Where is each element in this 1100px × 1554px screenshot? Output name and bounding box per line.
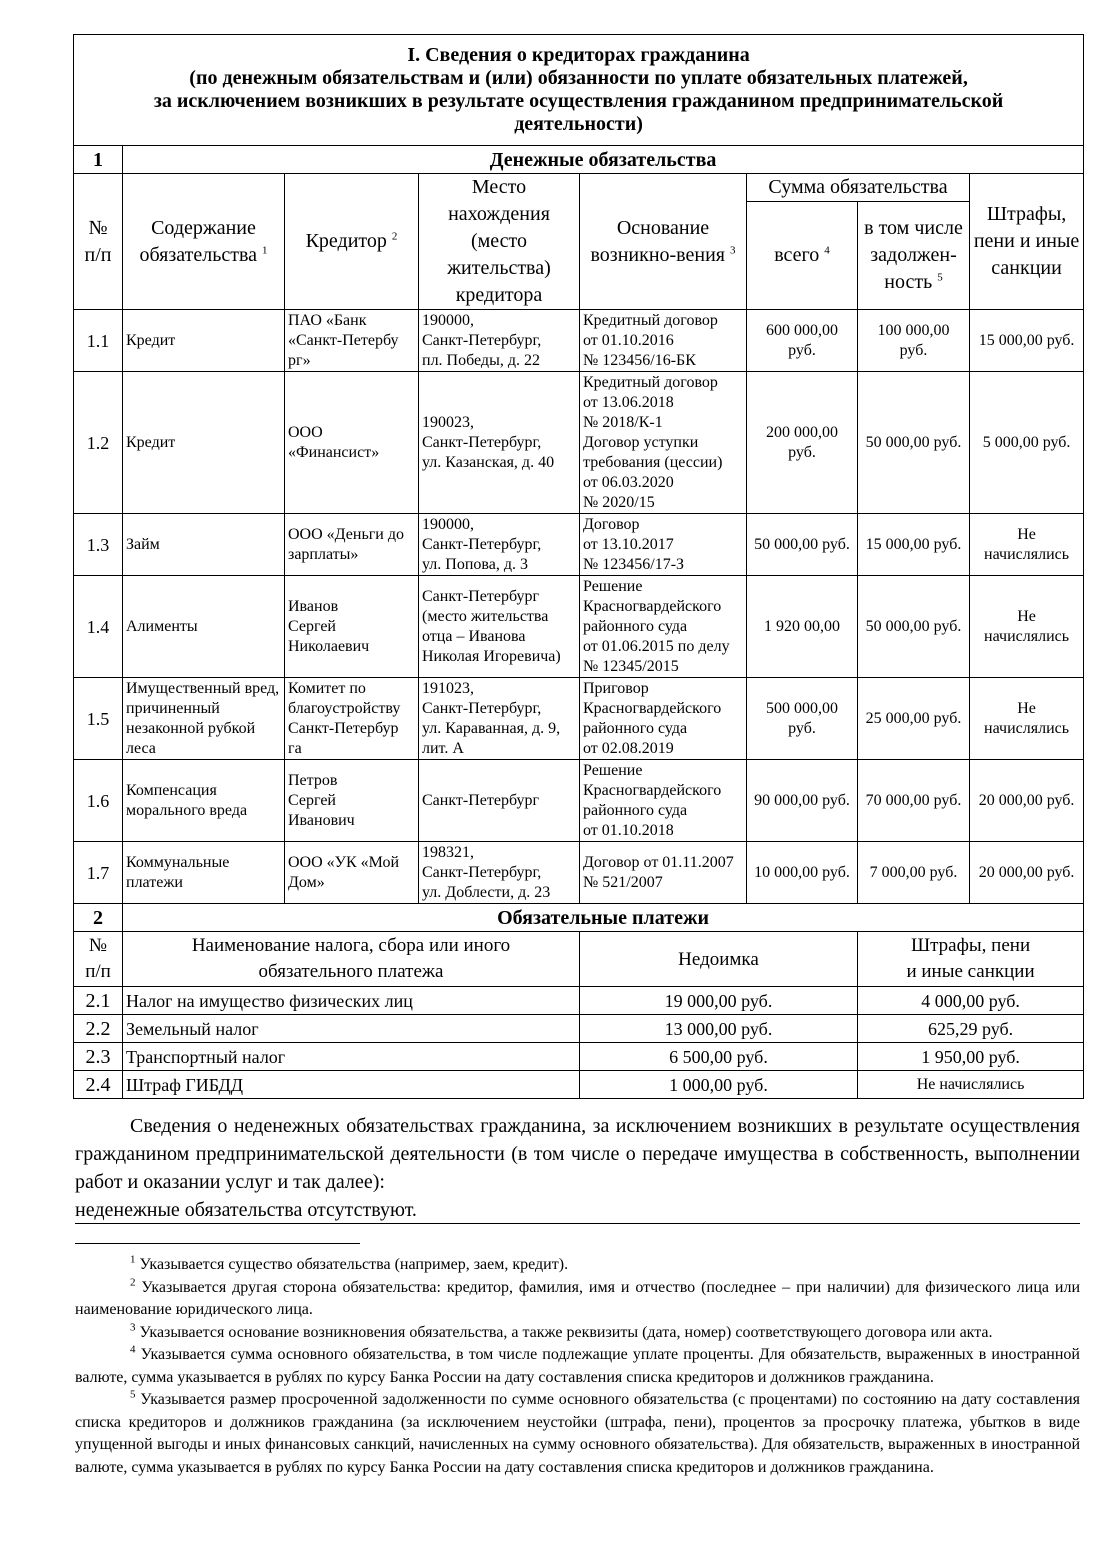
row-creditor: ООО «Деньги до зарплаты»	[285, 514, 419, 576]
row-content: Коммунальные платежи	[123, 842, 285, 904]
non-monetary-value: неденежные обязательства отсутствуют.	[75, 1199, 417, 1221]
non-monetary-text: Сведения о неденежных обязательствах гражданина, за исключением возникших в результате осуществления гражданином предпринимательской деятельности (в том числе о передаче имущества в собственность, выполнении работ и оказании услуг и так далее):	[75, 1115, 1080, 1193]
row2-name: Налог на имущество физических лиц	[123, 987, 580, 1015]
header-debt	[858, 202, 970, 310]
row-location: 190000, Санкт-Петербург, ул. Попова, д. 3	[419, 514, 580, 576]
row-num: 1.2	[74, 372, 123, 514]
section-divider	[75, 1223, 1080, 1224]
row-total: 200 000,00 руб.	[747, 372, 858, 514]
header-content	[123, 174, 285, 310]
footnotes	[75, 1254, 1080, 1479]
header2-name: Наименование налога, сбора или иного обязательного платежа	[123, 932, 580, 987]
row-content: Кредит	[123, 310, 285, 372]
row-total: 1 920 00,00	[747, 576, 858, 678]
table-row	[74, 678, 1084, 760]
row-num: 1.3	[74, 514, 123, 576]
row2-num: 2.3	[74, 1043, 123, 1071]
table-row	[74, 987, 1084, 1015]
footnote-item	[75, 1254, 1080, 1277]
row-location: 190023, Санкт-Петербург, ул. Казанская, д. 40	[419, 372, 580, 514]
row2-arrears: 13 000,00 руб.	[580, 1015, 858, 1043]
section-title-line: деятельности)	[514, 113, 643, 135]
header-basis-label: Основание возникно-вения	[590, 216, 725, 266]
row-content: Имущественный вред, причиненный незаконной рубкой леса	[123, 678, 285, 760]
footnote-mark: 1	[130, 1253, 136, 1266]
row-num: 1.4	[74, 576, 123, 678]
row2-name: Транспортный налог	[123, 1043, 580, 1071]
header-creditor	[285, 174, 419, 310]
header-basis	[580, 174, 747, 310]
row-location: Санкт-Петербург (место жительства отца – Иванова Николая Игоревича)	[419, 576, 580, 678]
footnote-ref-2: 2	[391, 230, 398, 243]
header-total-label: всего	[774, 244, 820, 266]
footnote-text: Указывается основание возникновения обязательства, а также реквизиты (дата, номер) соответствующего договора или акта.	[139, 1323, 993, 1341]
footnote-item	[75, 1277, 1080, 1322]
footnote-mark: 3	[130, 1321, 136, 1334]
footnote-text: Указывается другая сторона обязательства: кредитор, фамилия, имя и отчество (последнее – при наличии) для физического лица или наименование юридического лица.	[75, 1278, 1081, 1318]
footnote-mark: 2	[130, 1276, 136, 1289]
row-location: 198321, Санкт-Петербург, ул. Доблести, д. 23	[419, 842, 580, 904]
row-fines: 5 000,00 руб.	[970, 372, 1084, 514]
part2-title: Обязательные платежи	[123, 904, 1084, 932]
table-row	[74, 1071, 1084, 1099]
row2-num: 2.2	[74, 1015, 123, 1043]
footnote-ref-3: 3	[730, 243, 736, 256]
row-fines: 20 000,00 руб.	[970, 842, 1084, 904]
table-row	[74, 760, 1084, 842]
row-location: Санкт-Петербург	[419, 760, 580, 842]
row-num: 1.6	[74, 760, 123, 842]
header-location: Место нахождения (место жительства) кредитора	[419, 174, 580, 310]
row-fines: Не начислялись	[970, 678, 1084, 760]
header-content-label: Содержание обязательства	[139, 216, 258, 266]
row-fines: Не начислялись	[970, 514, 1084, 576]
header2-arrears: Недоимка	[580, 932, 858, 987]
table-row	[74, 310, 1084, 372]
part2-number: 2	[74, 904, 123, 932]
row-total: 90 000,00 руб.	[747, 760, 858, 842]
row2-fines: 625,29 руб.	[858, 1015, 1084, 1043]
row-total: 600 000,00 руб.	[747, 310, 858, 372]
table-row	[74, 514, 1084, 576]
row-num: 1.5	[74, 678, 123, 760]
row-content: Кредит	[123, 372, 285, 514]
footnote-text: Указывается размер просроченной задолженности по сумме основного обязательства (с процентами) по состоянию на дату составления списка кредиторов и должников гражданина (за исключением неустойки (штрафа, пени), процентов за просрочку платежа, убытков в виде упущенной выгоды и иных финансовых санкций, начисленных на сумму основного обязательства). Для обязательств, выраженных в иностранной валюте, сумма указывается в рублях по курсу Банка России на дату составления списка кредиторов и должников гражданина.	[75, 1391, 1081, 1476]
row2-arrears: 1 000,00 руб.	[580, 1071, 858, 1099]
row-fines: Не начислялись	[970, 576, 1084, 678]
row-total: 50 000,00 руб.	[747, 514, 858, 576]
footnote-item	[75, 1322, 1080, 1345]
header-sum: Сумма обязательства	[747, 174, 970, 202]
row2-arrears: 6 500,00 руб.	[580, 1043, 858, 1071]
footnote-item	[75, 1344, 1080, 1389]
row-debt: 50 000,00 руб.	[858, 576, 970, 678]
row-basis: Решение Красногвардейского районного суда от 01.10.2018	[580, 760, 747, 842]
row-debt: 7 000,00 руб.	[858, 842, 970, 904]
row-fines: 15 000,00 руб.	[970, 310, 1084, 372]
row-num: 1.1	[74, 310, 123, 372]
header-fines: Штрафы, пени и иные санкции	[970, 174, 1084, 310]
row-creditor: ПАО «Банк «Санкт-Петербу рг»	[285, 310, 419, 372]
header-total	[747, 202, 858, 310]
part1-title: Денежные обязательства	[123, 146, 1084, 174]
section-title	[74, 35, 1084, 146]
row-content: Компенсация морального вреда	[123, 760, 285, 842]
row-debt: 25 000,00 руб.	[858, 678, 970, 760]
footnote-ref-1: 1	[262, 243, 268, 256]
row-basis: Договор от 13.10.2017 № 123456/17-З	[580, 514, 747, 576]
row-total: 500 000,00 руб.	[747, 678, 858, 760]
section-title-line: (по денежным обязательствам и (или) обязанности по уплате обязательных платежей,	[189, 67, 968, 89]
header-num: № п/п	[74, 174, 123, 310]
part1-number: 1	[74, 146, 123, 174]
header-creditor-label: Кредитор	[305, 230, 387, 252]
section-title-line: за исключением возникших в результате осуществления гражданином предпринимательской	[153, 90, 1004, 112]
row-creditor: Комитет по благоустройству Санкт-Петербур га	[285, 678, 419, 760]
row2-num: 2.1	[74, 987, 123, 1015]
row-creditor: ООО «Финансист»	[285, 372, 419, 514]
row-content: Алименты	[123, 576, 285, 678]
row-content: Займ	[123, 514, 285, 576]
section-title-line: I. Сведения о кредиторах гражданина	[407, 44, 750, 66]
footnote-text: Указывается сумма основного обязательства, в том числе подлежащие уплате проценты. Для обязательств, выраженных в иностранной валюте, сумма указывается в рублях по курсу Банка России на дату составления списка кредиторов и должников гражданина.	[75, 1346, 1080, 1386]
row-basis: Кредитный договор от 01.10.2016 № 123456/16-БК	[580, 310, 747, 372]
table-row	[74, 842, 1084, 904]
header-debt-label: в том числе задолжен-ность	[864, 217, 963, 293]
row-debt: 100 000,00 руб.	[858, 310, 970, 372]
row2-fines: Не начислялись	[858, 1071, 1084, 1099]
footnote-ref-4: 4	[824, 244, 830, 257]
row2-name: Штраф ГИБДД	[123, 1071, 580, 1099]
footnote-separator	[75, 1243, 360, 1244]
table-row	[74, 1043, 1084, 1071]
row-basis: Договор от 01.11.2007 № 521/2007	[580, 842, 747, 904]
table-row	[74, 576, 1084, 678]
header2-num: № п/п	[74, 932, 123, 987]
footnote-item	[75, 1389, 1080, 1479]
header2-fines: Штрафы, пени и иные санкции	[858, 932, 1084, 987]
row-location: 191023, Санкт-Петербург, ул. Караванная, д. 9, лит. А	[419, 678, 580, 760]
row-fines: 20 000,00 руб.	[970, 760, 1084, 842]
row-basis: Решение Красногвардейского районного суда от 01.06.2015 по делу № 12345/2015	[580, 576, 747, 678]
row-total: 10 000,00 руб.	[747, 842, 858, 904]
row2-fines: 1 950,00 руб.	[858, 1043, 1084, 1071]
row2-num: 2.4	[74, 1071, 123, 1099]
row-basis: Приговор Красногвардейского районного суда от 02.08.2019	[580, 678, 747, 760]
row-num: 1.7	[74, 842, 123, 904]
creditors-table	[73, 34, 1084, 1099]
footnote-text: Указывается существо обязательства (например, заем, кредит).	[139, 1256, 569, 1273]
footnote-ref-5: 5	[937, 271, 943, 284]
row-debt: 50 000,00 руб.	[858, 372, 970, 514]
row2-name: Земельный налог	[123, 1015, 580, 1043]
non-monetary-section	[75, 1112, 1080, 1224]
row-debt: 70 000,00 руб.	[858, 760, 970, 842]
row2-arrears: 19 000,00 руб.	[580, 987, 858, 1015]
row-creditor: ООО «УК «Мой Дом»	[285, 842, 419, 904]
footnote-mark: 4	[130, 1343, 136, 1356]
row2-fines: 4 000,00 руб.	[858, 987, 1084, 1015]
table-row	[74, 1015, 1084, 1043]
table-row	[74, 372, 1084, 514]
row-creditor: Иванов Сергей Николаевич	[285, 576, 419, 678]
footnote-mark: 5	[130, 1388, 136, 1401]
row-creditor: Петров Сергей Иванович	[285, 760, 419, 842]
row-location: 190000, Санкт-Петербург, пл. Победы, д. 22	[419, 310, 580, 372]
row-basis: Кредитный договор от 13.06.2018 № 2018/К-1 Договор уступки требования (цессии) от 06.03.2020 № 2020/15	[580, 372, 747, 514]
row-debt: 15 000,00 руб.	[858, 514, 970, 576]
